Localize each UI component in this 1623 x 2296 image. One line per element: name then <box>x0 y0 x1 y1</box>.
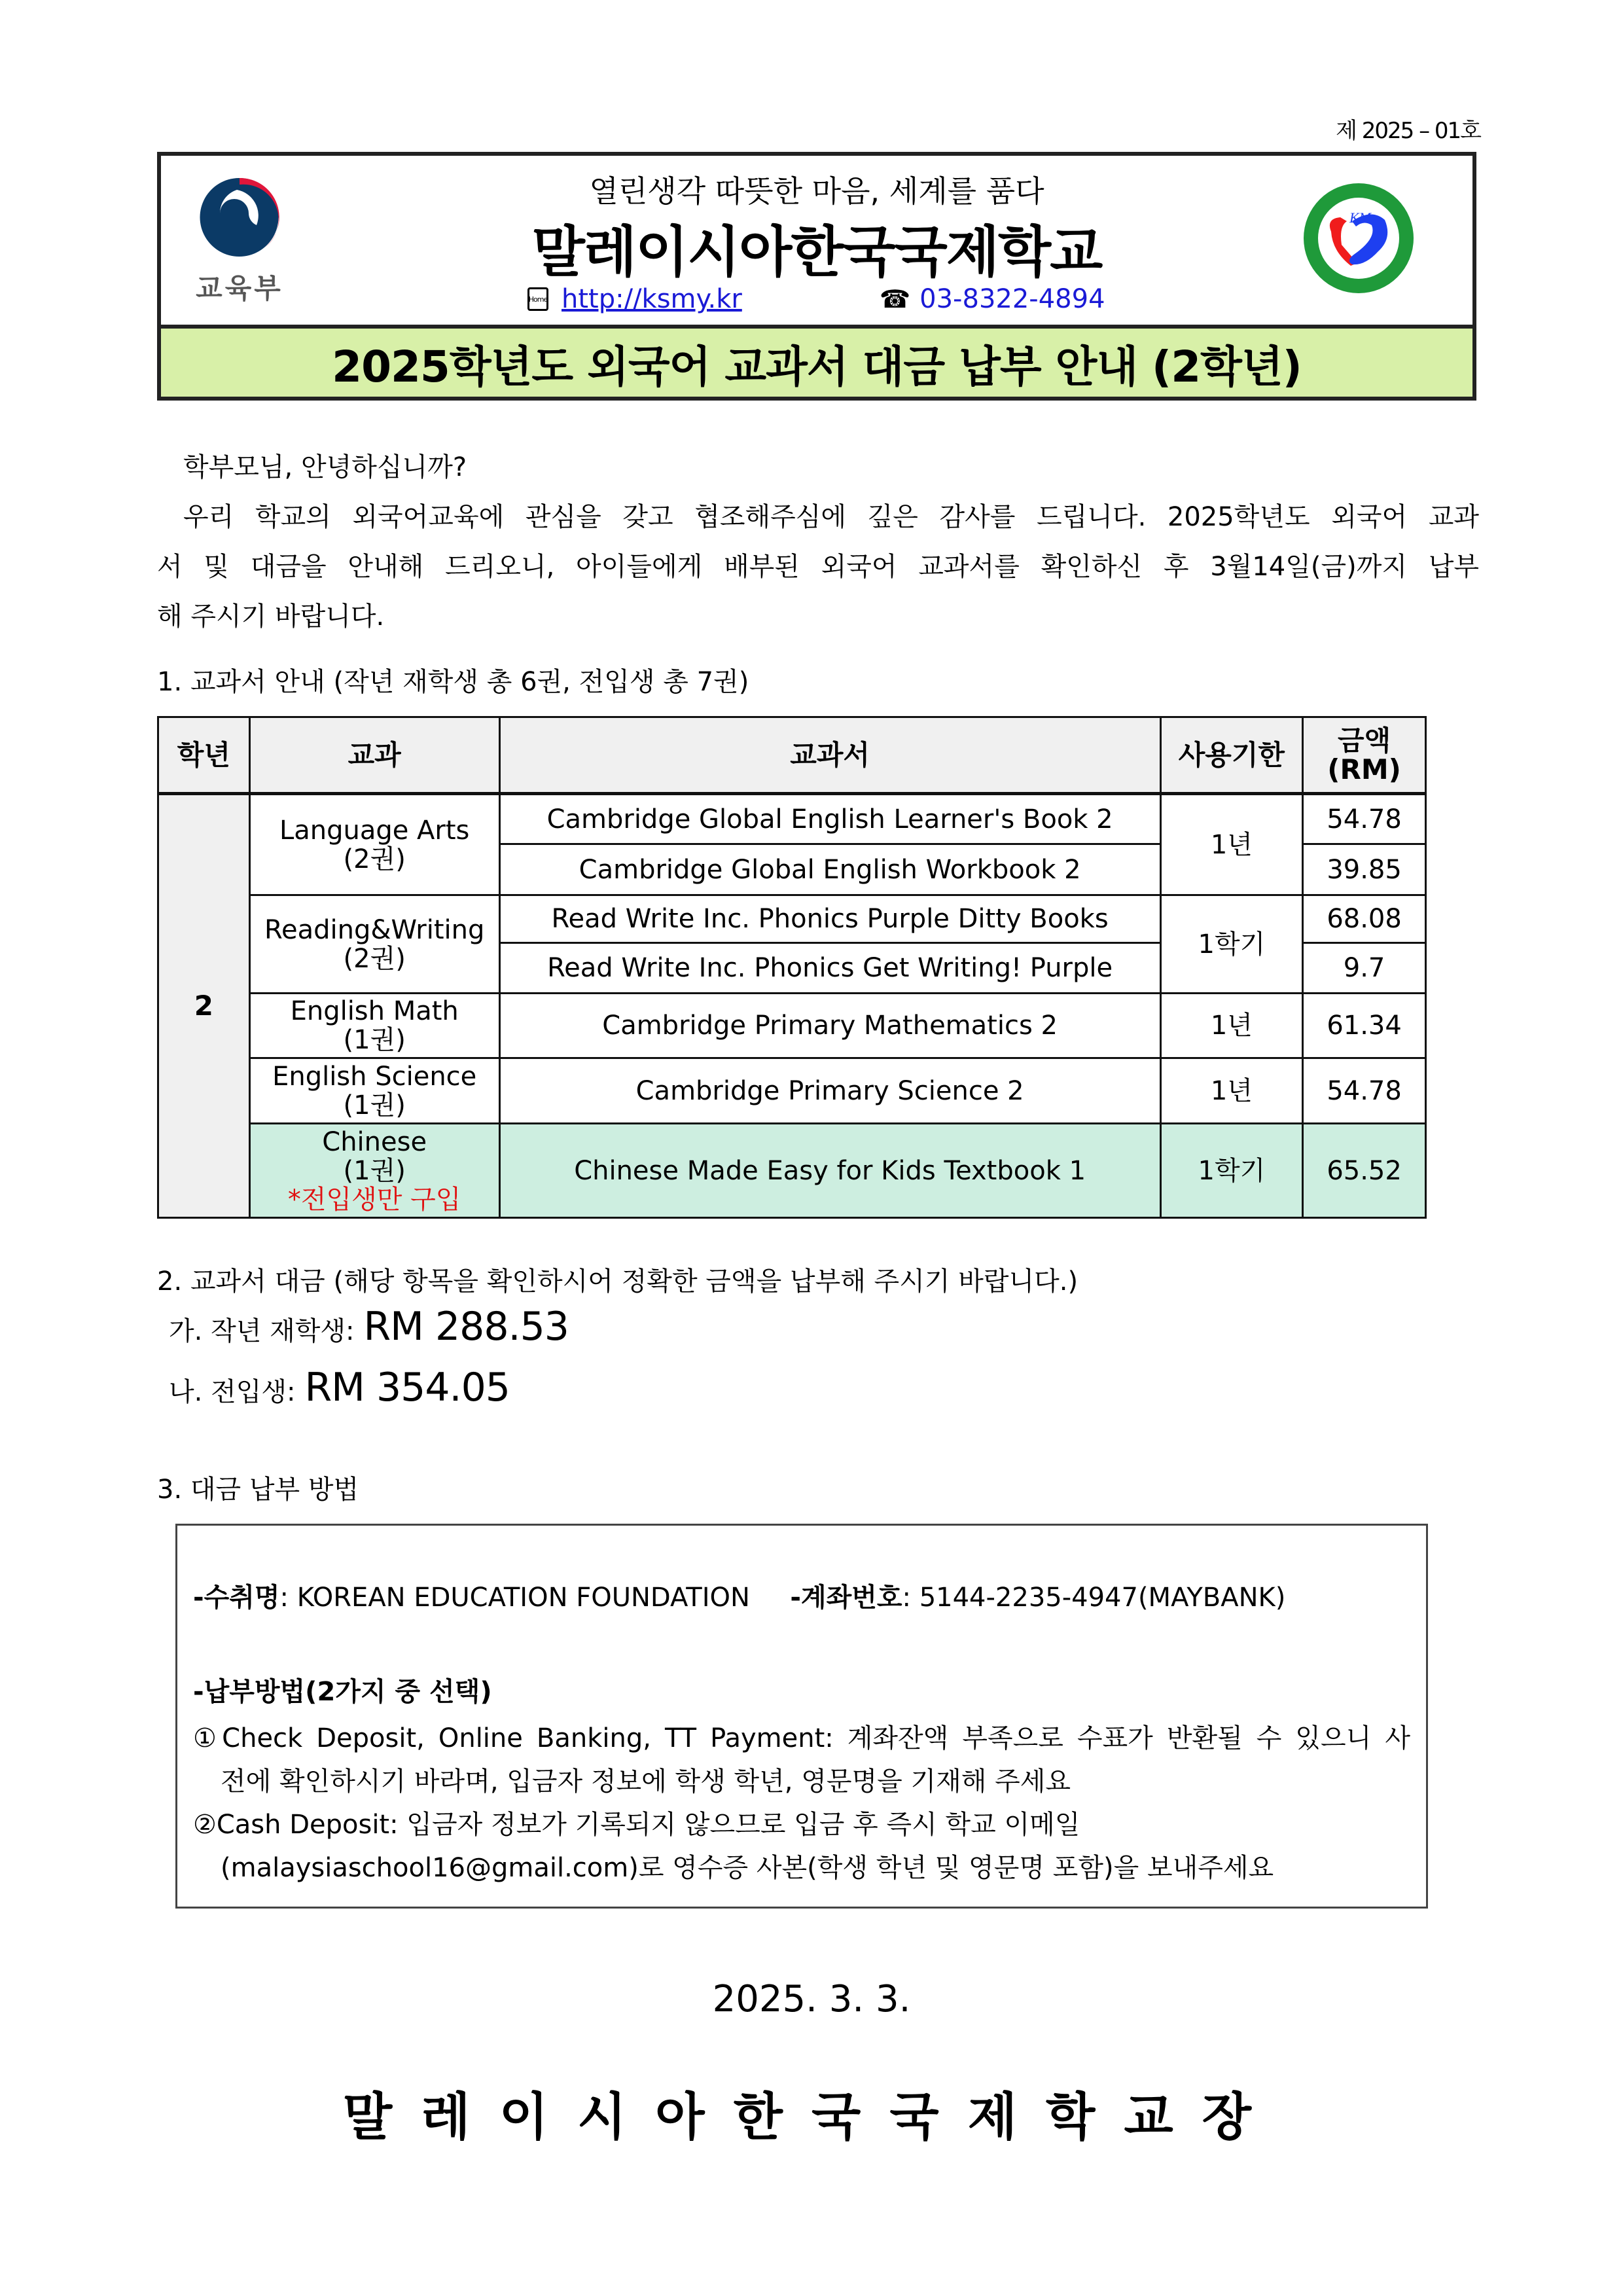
account-info <box>193 1577 1285 1614</box>
phone-text: 03-8322-4894 <box>919 284 1105 314</box>
term-cell: 1년 <box>1160 1058 1303 1124</box>
subject-name: English Science <box>272 1061 477 1092</box>
payment-methods <box>193 1717 1410 1890</box>
document-number: 제 2025 – 01호 <box>1336 118 1480 144</box>
subject-count: (2권) <box>343 943 406 974</box>
table-row-highlighted <box>158 1124 1426 1218</box>
phone-number <box>880 284 1105 314</box>
subject-name: English Math <box>290 996 459 1026</box>
home-icon: Home <box>527 287 548 311</box>
subject-count: (1권) <box>343 1155 406 1186</box>
subject-count: (1권) <box>343 1090 406 1121</box>
fee-transfer-students <box>169 1365 510 1410</box>
contact-line <box>527 284 1105 314</box>
price-cell: 54.78 <box>1303 794 1426 844</box>
grade-cell: 2 <box>158 794 250 1218</box>
subject-cell <box>249 895 499 994</box>
price-cell: 9.7 <box>1303 943 1426 994</box>
term-cell: 1년 <box>1160 994 1303 1058</box>
table-row <box>158 794 1426 844</box>
issue-date: 2025. 3. 3. <box>712 1978 911 2020</box>
header-subject: 교과 <box>249 717 499 794</box>
subject-name: Reading&Writing <box>264 914 485 945</box>
book-title: Cambridge Global English Learner's Book 2 <box>499 794 1160 844</box>
book-title: Cambridge Primary Science 2 <box>499 1058 1160 1124</box>
method-2-line-1: ②Cash Deposit: 입금자 정보가 기록되지 않으므로 입금 후 즉시 학교 이메일 <box>193 1810 1080 1840</box>
subject-cell <box>249 1058 499 1124</box>
table-row <box>158 994 1426 1058</box>
account-label: -계좌번호 <box>790 1583 902 1613</box>
fee-returning-students <box>169 1304 569 1350</box>
subject-count: (2권) <box>343 844 406 874</box>
fee-amount: RM 354.05 <box>304 1365 510 1410</box>
letterhead <box>157 152 1476 325</box>
term-cell: 1년 <box>1160 794 1303 895</box>
section-2-heading: 2. 교과서 대금 (해당 항목을 확인하시어 정확한 금액을 납부해 주시기 바랍니다.) <box>157 1266 1079 1297</box>
book-title: Cambridge Primary Mathematics 2 <box>499 994 1160 1058</box>
section-1-heading: 1. 교과서 안내 (작년 재학생 총 6권, 전입생 총 7권) <box>157 667 749 697</box>
transfer-only-note: *전입생만 구입 <box>287 1184 461 1215</box>
term-cell: 1학기 <box>1160 895 1303 994</box>
intro-line-3: 해 주시기 바랍니다. <box>157 601 385 632</box>
school-motto: 열린생각 따뜻한 마음, 세계를 품다 <box>589 173 1044 209</box>
fee-label: 가. 작년 재학생: <box>169 1316 355 1346</box>
fee-amount: RM 288.53 <box>363 1304 569 1350</box>
method-1-line-1: ①Check Deposit, Online Banking, TT Payment: 계좌잔액 부족으로 수표가 반환될 수 있으니 사 <box>193 1723 1410 1753</box>
school-emblem-icon <box>1300 179 1418 297</box>
subject-cell <box>249 1124 499 1218</box>
payee-label: -수취명 <box>193 1583 280 1613</box>
ministry-label: 교육부 <box>196 272 283 304</box>
section-3-heading: 3. 대금 납부 방법 <box>157 1475 359 1505</box>
document-title: 2025학년도 외국어 교과서 대금 납부 안내 (2학년) <box>157 325 1476 401</box>
table-row <box>158 895 1426 943</box>
subject-count: (1권) <box>343 1025 406 1055</box>
school-name: 말레이시아한국국제학교 <box>531 220 1102 284</box>
price-cell: 65.52 <box>1303 1124 1426 1218</box>
principal-signature: 말레이시아한국국제학교장 <box>342 2088 1281 2147</box>
intro-line-2: 서 및 대금을 안내해 드리오니, 아이들에게 배부된 외국어 교과서를 확인하신 후 3월14일(금)까지 납부 <box>157 552 1479 582</box>
greeting: 학부모님, 안녕하십니까? <box>183 452 467 482</box>
subject-name: Chinese <box>322 1126 427 1157</box>
header-textbook: 교과서 <box>499 717 1160 794</box>
price-cell: 68.08 <box>1303 895 1426 943</box>
book-title: Cambridge Global English Workbook 2 <box>499 844 1160 895</box>
price-cell: 39.85 <box>1303 844 1426 895</box>
school-logo <box>1300 179 1418 297</box>
website-link[interactable]: http://ksmy.kr <box>562 284 742 314</box>
header-price: 금액(RM) <box>1303 717 1426 794</box>
price-cell: 61.34 <box>1303 994 1426 1058</box>
payment-info-box <box>175 1524 1428 1909</box>
method-1-line-2: 전에 확인하시기 바라며, 입금자 정보에 학생 학년, 영문명을 기재해 주세요 <box>221 1767 1071 1797</box>
table-row <box>158 1058 1426 1124</box>
intro-paragraph <box>157 442 1479 641</box>
textbook-table <box>157 716 1427 1219</box>
telephone-icon: ☎ <box>879 285 911 314</box>
fee-label: 나. 전입생: <box>169 1377 296 1407</box>
account-value: : 5144-2235-4947(MAYBANK) <box>902 1583 1286 1613</box>
subject-name: Language Arts <box>279 815 470 846</box>
book-title: Read Write Inc. Phonics Purple Ditty Books <box>499 895 1160 943</box>
subject-cell <box>249 994 499 1058</box>
subject-cell <box>249 794 499 895</box>
method-2-line-2: (malaysiaschool16@gmail.com)로 영수증 사본(학생 학년 및 영문명 포함)을 보내주세요 <box>221 1853 1274 1883</box>
header-grade: 학년 <box>158 717 250 794</box>
payment-method-heading: -납부방법(2가지 중 선택) <box>193 1677 492 1707</box>
book-title: Chinese Made Easy for Kids Textbook 1 <box>499 1124 1160 1218</box>
book-title: Read Write Inc. Phonics Get Writing! Purple <box>499 943 1160 994</box>
intro-line-1: 우리 학교의 외국어교육에 관심을 갖고 협조해주심에 깊은 감사를 드립니다. 2025학년도 외국어 교과 <box>183 502 1479 532</box>
table-header-row <box>158 717 1426 794</box>
svg-text:KM: KM <box>1349 209 1371 226</box>
header-term: 사용기한 <box>1160 717 1303 794</box>
term-cell: 1학기 <box>1160 1124 1303 1218</box>
price-cell: 54.78 <box>1303 1058 1426 1124</box>
payee-value: : KOREAN EDUCATION FOUNDATION <box>279 1583 750 1613</box>
